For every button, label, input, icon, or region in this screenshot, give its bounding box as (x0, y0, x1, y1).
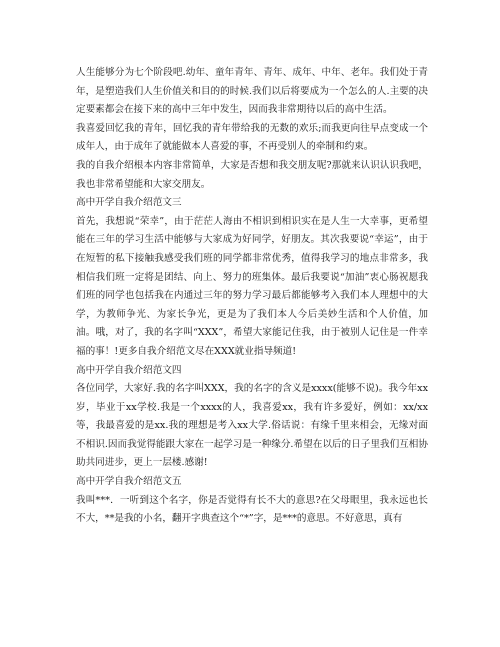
paragraph-life-stages: 人生能够分为七个阶段吧.幼年、童年青年、青年、成年、中年、老年。我们处于青年，是塑造我们人生价值关和目的的时候.我们以后将要成为一个怎么的人.主要的决定要素都会在接下来的高中三年中发生，因而我非常期待以后的高中生活。 (76, 67, 428, 116)
paragraph-youth-memories: 我喜爱回忆我的青年，回忆我的青年带给我的无数的欢乐;而我更向往早点变成一个成年人，由于成年了就能做本人喜爱的事，不再受别人的牵制和约束。 (76, 122, 428, 153)
section-title-3: 高中开学自我介绍范文三 (76, 197, 182, 209)
document-body (76, 64, 428, 529)
section-title-5: 高中开学自我介绍范文五 (76, 476, 182, 488)
paragraph-intro-summary: 我的自我介绍根本内容非常简单，大家是否想和我交朋友呢?那就来认识认识我吧，我也非常希望能和大家交朋友。 (76, 159, 428, 190)
section-title-4: 高中开学自我介绍范文四 (76, 364, 182, 376)
paragraph-sample-5: 我叫***．一听到这个名字，你是否觉得有长不大的意思?在父母眼里，我永远也长不大，**是我的小名，翻开字典查这个“*”字，是***的意思。不好意思，真有 (76, 494, 428, 525)
paragraph-sample-4: 各位同学，大家好.我的名字叫XXX，我的名字的含义是xxxx(能够不说)。我今年xx岁，毕业于xx学校.我是一个xxxx的人，我喜爱xx，我有许多爱好，例如：xx/xx等，我最喜爱的是xx.我的理想是考入xx大学.俗话说：有缘千里来相会，无缘对面不相识.因而我觉得能跟大家在一起学习是一种缘分.希望在以后的日子里我们互相协助共同进步，更上一层楼.感谢! (76, 383, 428, 469)
paragraph-sample-3: 首先，我想说“荣幸”，由于茫茫人海由不相识到相识实在是人生一大幸事，更希望能在三年的学习生活中能够与大家成为好同学，好朋友。其次我要说“幸运”，由于在短暂的私下接触我感受我们班的同学都非常优秀，值得我学习的地点非常多，我相信我们班一定将是团结、向上、努力的班集体。最后我要说“加油”衷心肠祝愿我们班的同学也包括我在内通过三年的努力学习最后都能够考入我们本人理想中的大学，为教师争光、为家长争光，更是为了我们本人今后美妙生活和个人价值，加油。哦，对了，我的名字叫“XXX”，希望大家能记住我，由于被别人记住是一件幸福的事！!更多自我介绍范文尽在XXX就业指导频道! (76, 215, 428, 357)
